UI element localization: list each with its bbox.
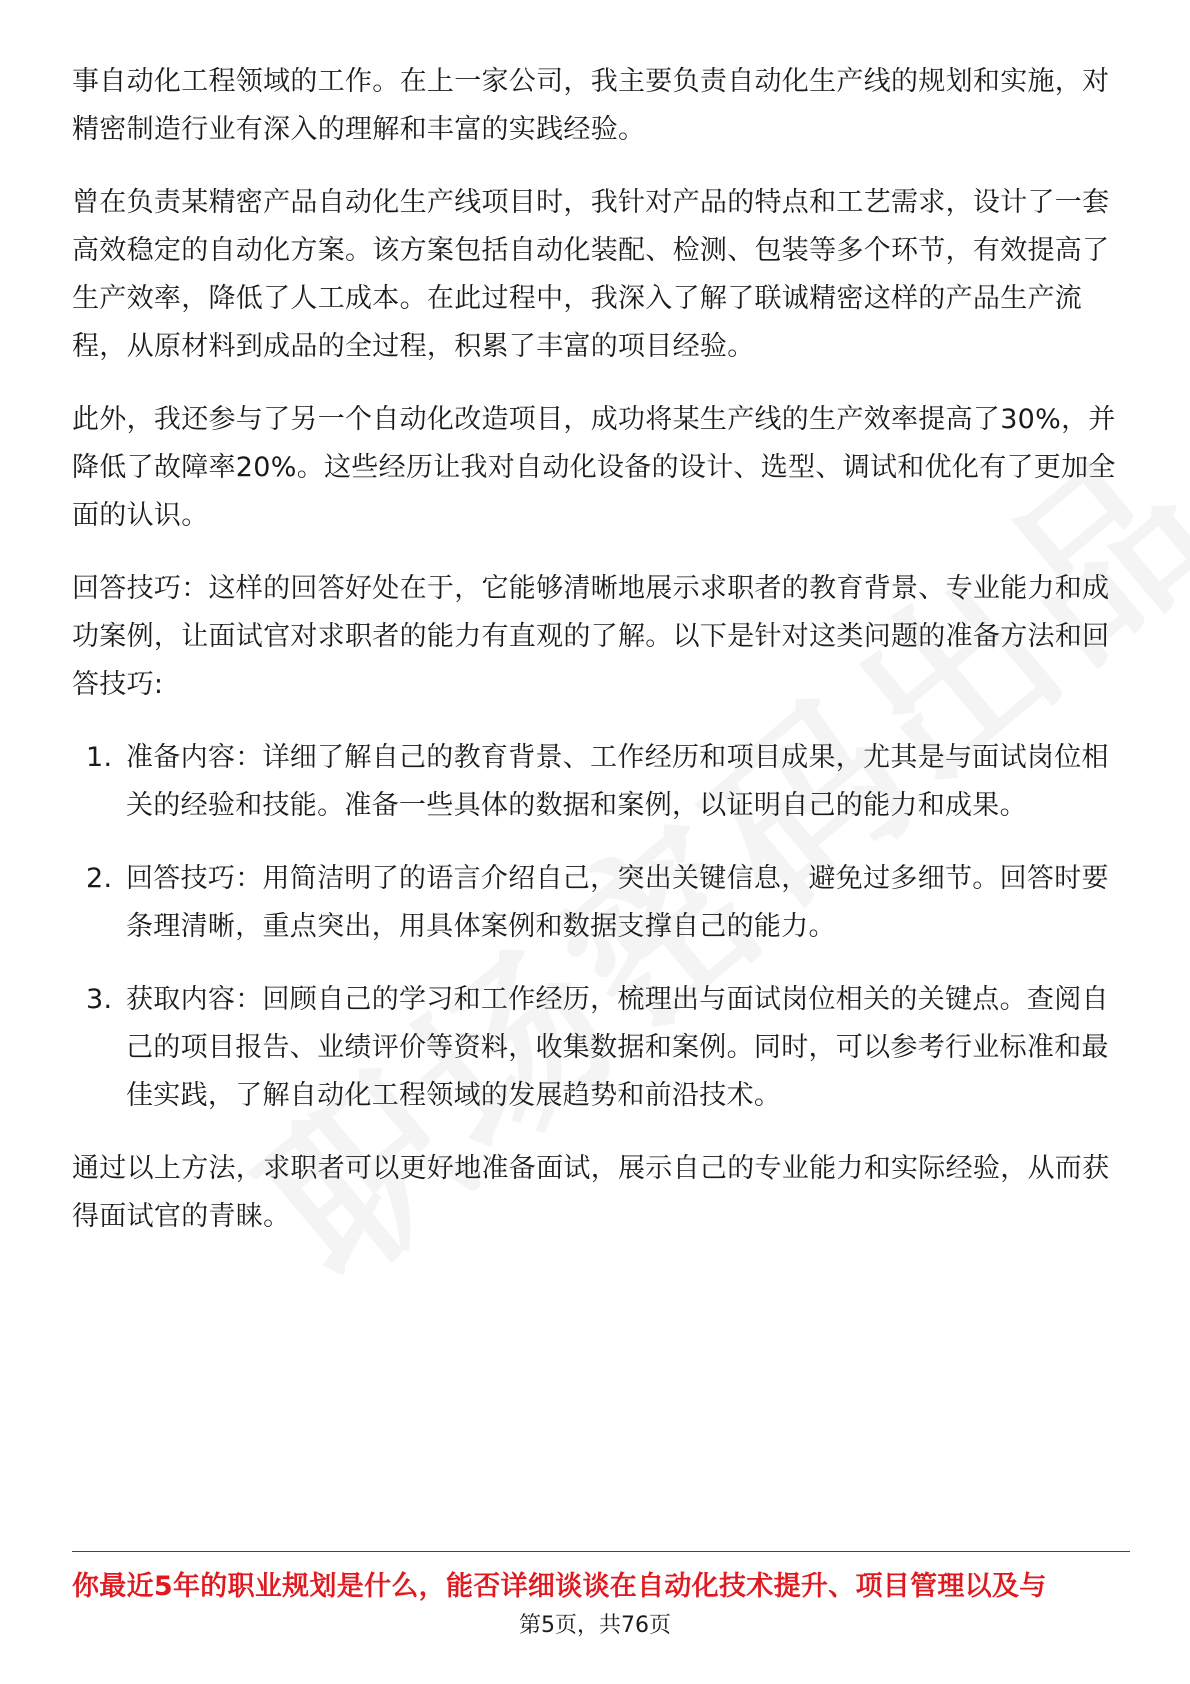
paragraph-project-case: 曾在负责某精密产品自动化生产线项目时，我针对产品的特点和工艺需求，设计了一套高效稳定的自动化方案。该方案包括自动化装配、检测、包装等多个环节，有效提高了生产效率，降低了人工成本。在此过程中，我深入了解了联诚精密这样的产品生产流程，从原材料到成品的全过程，积累了丰富的项目经验。: [72, 187, 1110, 362]
paragraph-answer-tips: 回答技巧：这样的回答好处在于，它能够清晰地展示求职者的教育背景、专业能力和成功案例，让面试官对求职者的能力有直观的了解。以下是针对这类问题的准备方法和回答技巧:: [72, 573, 1110, 700]
list-item-text: 回答技巧：用简洁明了的语言介绍自己，突出关键信息，避免过多细节。回答时要条理清晰，重点突出，用具体案例和数据支撑自己的能力。: [126, 863, 1109, 942]
list-item-number: 2.: [86, 863, 113, 894]
page-content: [72, 58, 1132, 1266]
list-item-text: 准备内容：详细了解自己的教育背景、工作经历和项目成果，尤其是与面试岗位相关的经验和技能。准备一些具体的数据和案例，以证明自己的能力和成果。: [126, 742, 1109, 821]
paragraph-additional-project: 此外，我还参与了另一个自动化改造项目，成功将某生产线的生产效率提高了30%，并降低了故障率20%。这些经历让我对自动化设备的设计、选型、调试和优化有了更加全面的认识。: [72, 404, 1116, 531]
tips-list: [72, 734, 1132, 1120]
list-item-number: 1.: [86, 742, 113, 773]
paragraph-experience-intro: 事自动化工程领域的工作。在上一家公司，我主要负责自动化生产线的规划和实施，对精密制造行业有深入的理解和丰富的实践经验。: [72, 66, 1110, 145]
list-item: [72, 976, 1132, 1120]
paragraph-conclusion: 通过以上方法，求职者可以更好地准备面试，展示自己的专业能力和实际经验，从而获得面试官的青睐。: [72, 1153, 1110, 1232]
page-footer: 第5页，共76页: [519, 1613, 671, 1638]
list-item: [72, 734, 1132, 830]
next-question-heading: 你最近5年的职业规划是什么，能否详细谈谈在自动化技术提升、项目管理以及与: [72, 1571, 1047, 1602]
list-item-number: 3.: [86, 984, 113, 1015]
list-item: [72, 855, 1132, 951]
list-item-text: 获取内容：回顾自己的学习和工作经历，梳理出与面试岗位相关的关键点。查阅自己的项目报告、业绩评价等资料，收集数据和案例。同时，可以参考行业标准和最佳实践，了解自动化工程领域的发展趋势和前沿技术。: [126, 984, 1109, 1111]
section-divider: [72, 1551, 1130, 1552]
